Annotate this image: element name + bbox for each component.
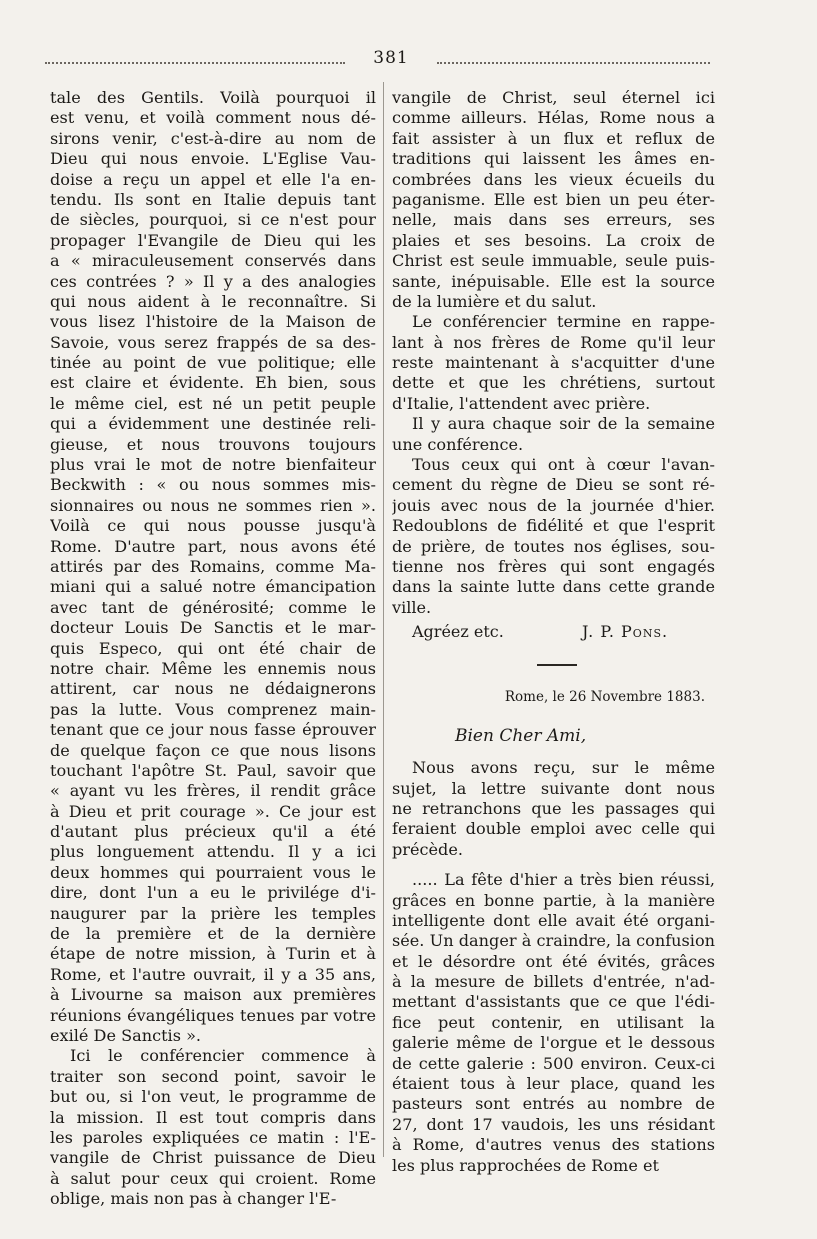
text-line: dette et que les chrétiens, surtout	[392, 373, 715, 393]
text-line: notre chair. Même les ennemis nous	[50, 658, 376, 678]
text-line: ces contrées ? » Il y a des analogies	[50, 271, 376, 291]
text-line: Beckwith : « ou nous sommes mis-	[50, 475, 376, 495]
text-line: doise a reçu un appel et elle l'a en-	[50, 169, 376, 189]
text-line: touchant l'apôtre St. Paul, savoir que	[50, 760, 376, 780]
text-line: étape de notre mission, à Turin et à	[50, 944, 376, 964]
text-line: pasteurs sont entrés au nombre de	[392, 1094, 715, 1114]
text-line: ville.	[392, 597, 432, 617]
text-line: quis Especo, qui ont été chair de	[50, 638, 376, 658]
text-line: Rome, et l'autre ouvrait, il y a 35 ans,	[50, 964, 376, 984]
text-line: lant à nos frères de Rome qu'il leur	[392, 332, 715, 352]
text-line: à la mesure de billets d'entrée, n'ad-	[392, 972, 715, 992]
text-line: exilé De Sanctis ».	[50, 1025, 202, 1045]
text-line: Dieu qui nous envoie. L'Eglise Vau-	[50, 149, 376, 169]
text-line: jouis avec nous de la journée d'hier.	[392, 495, 715, 515]
text-line: 27, dont 17 vaudois, les uns résidant	[392, 1114, 715, 1134]
text-line: tienne nos frères qui sont engagés	[392, 556, 715, 576]
text-line: est venu, et voilà comment nous dé-	[50, 108, 376, 128]
text-line: Le conférencier termine en rappe-	[412, 312, 715, 332]
text-line: « ayant vu les frères, il rendit grâce	[50, 781, 376, 801]
text-line: cement du règne de Dieu se sont ré-	[392, 475, 715, 495]
text-line: combrées dans les vieux écueils du	[392, 169, 715, 189]
text-line: tale des Gentils. Voilà pourquoi il	[50, 88, 376, 107]
header-rule-right	[437, 62, 710, 64]
text-line: d'Italie, l'attendent avec prière.	[392, 393, 651, 413]
text-line: reste maintenant à s'acquitter d'une	[392, 353, 715, 373]
text-line: naugurer par la prière les temples	[50, 903, 376, 923]
text-line: Redoublons de fidélité et que l'esprit	[392, 516, 715, 536]
signature-name: J. P. Pons.	[582, 622, 669, 642]
text-line: gieuse, et nous trouvons toujours	[50, 434, 376, 454]
text-line: Ici le conférencier commence à	[70, 1046, 376, 1066]
text-line: Savoie, vous serez frappés de sa des-	[50, 332, 376, 352]
section-separator	[392, 646, 715, 680]
text-line: à Dieu et prit courage ». Ce jour est	[50, 801, 376, 821]
text-line: Rome. D'autre part, nous avons été	[50, 536, 376, 556]
text-line: a « miraculeusement conservés dans	[50, 251, 376, 271]
text-line: fice peut contenir, en utilisant la	[392, 1012, 715, 1032]
text-line: ..... La fête d'hier a très bien réussi,	[412, 870, 715, 890]
text-line: Tous ceux qui ont à cœur l'avan-	[412, 455, 715, 475]
text-line: attirent, car nous ne dédaignerons	[50, 679, 376, 699]
text-line: plus vrai le mot de notre bienfaiteur	[50, 455, 376, 475]
text-line: les plus rapprochées de Rome et	[392, 1155, 659, 1175]
text-line: ne retranchons que les passages qui	[392, 798, 715, 818]
text-line: la mission. Il est tout compris dans	[50, 1107, 376, 1127]
text-line: comme ailleurs. Hélas, Rome nous a	[392, 108, 715, 128]
text-line: plaies et ses besoins. La croix de	[392, 230, 715, 250]
text-line: but ou, si l'on veut, le programme de	[50, 1087, 376, 1107]
text-line: dire, dont l'un a eu le privilége d'i-	[50, 883, 376, 903]
text-line: oblige, mais non pas à changer l'E-	[50, 1189, 337, 1209]
text-line: tenant que ce jour nous fasse éprouver	[50, 720, 376, 740]
right-column-bottom	[392, 758, 715, 1176]
text-line: tinée au point de vue politique; elle	[50, 353, 376, 373]
text-line: feraient double emploi avec celle qui	[392, 819, 715, 839]
right-column	[392, 88, 715, 1176]
text-line: de siècles, pourquoi, si ce n'est pour	[50, 210, 376, 230]
text-line: est claire et évidente. Eh bien, sous	[50, 373, 376, 393]
text-line: vangile de Christ, seul éternel ici	[392, 88, 715, 107]
text-line: de prière, de toutes nos églises, sou-	[392, 536, 715, 556]
text-line: de cette galerie : 500 environ. Ceux-ci	[392, 1053, 715, 1073]
text-line: pas la lutte. Vous comprenez main-	[50, 699, 376, 719]
text-line: intelligente dont elle avait été organi-	[392, 910, 715, 930]
letter-dateline: Rome, le 26 Novembre 1883.	[504, 689, 705, 706]
header-rule-left	[45, 62, 345, 64]
text-line: traditions qui laissent les âmes en-	[392, 149, 715, 169]
text-line: Nous avons reçu, sur le même	[412, 758, 715, 778]
text-line: Christ est seule immuable, seule puis-	[392, 251, 715, 271]
text-line: deux hommes qui pourraient vous le	[50, 862, 376, 882]
text-line: mettant d'assistants que ce que l'édi-	[392, 992, 715, 1012]
text-line: nelle, mais dans ses erreurs, ses	[392, 210, 715, 230]
text-line: paganisme. Elle est bien un peu éter-	[392, 189, 715, 209]
column-divider	[383, 82, 384, 1157]
signature-greeting: Agréez etc.	[412, 622, 504, 642]
text-line: propager l'Evangile de Dieu qui les	[50, 230, 376, 250]
text-line: qui nous aident à le reconnaître. Si	[50, 291, 376, 311]
text-line: qui a évidemment une destinée reli-	[50, 414, 376, 434]
text-line: dans la sainte lutte dans cette grande	[392, 577, 715, 597]
text-line: sirons venir, c'est-à-dire au nom de	[50, 128, 376, 148]
text-line: galerie même de l'orgue et le dessous	[392, 1033, 715, 1053]
text-line: tendu. Ils sont en Italie depuis tant	[50, 189, 376, 209]
letter-salutation: Bien Cher Ami,	[455, 726, 587, 747]
text-line: réunions évangéliques tenues par votre	[50, 1005, 376, 1025]
text-line: d'autant plus précieux qu'il a été	[50, 822, 376, 842]
right-column-top	[392, 88, 715, 618]
text-line: traiter son second point, savoir le	[50, 1066, 376, 1086]
text-line: de la première et de la dernière	[50, 924, 376, 944]
text-line: de la lumière et du salut.	[392, 291, 597, 311]
left-column	[50, 88, 376, 1209]
text-line: précède.	[392, 839, 463, 859]
text-line: sionnaires ou nous ne sommes rien ».	[50, 495, 376, 515]
text-line: sée. Un danger à craindre, la confusion	[392, 931, 715, 951]
text-line: le même ciel, est né un petit peuple	[50, 393, 376, 413]
text-line: à salut pour ceux qui croient. Rome	[50, 1168, 376, 1188]
text-line: fait assister à un flux et reflux de	[392, 128, 715, 148]
text-line: attirés par des Romains, comme Ma-	[50, 556, 376, 576]
text-line: de quelque façon ce que nous lisons	[50, 740, 376, 760]
text-line: sujet, la lettre suivante dont nous	[392, 778, 715, 798]
text-line: miani qui a salué notre émancipation	[50, 577, 376, 597]
text-line: une conférence.	[392, 434, 524, 454]
text-line: vangile de Christ puissance de Dieu	[50, 1148, 376, 1168]
text-line: sante, inépuisable. Elle est la source	[392, 271, 715, 291]
text-line: avec tant de générosité; comme le	[50, 597, 376, 617]
text-line: les paroles expliquées ce matin : l'E-	[50, 1127, 376, 1147]
text-line: Il y aura chaque soir de la semaine	[412, 414, 715, 434]
page-number: 381	[373, 48, 409, 68]
text-line: plus longuement attendu. Il y a ici	[50, 842, 376, 862]
text-line: Voilà ce qui nous pousse jusqu'à	[50, 516, 376, 536]
text-line: à Rome, d'autres venus des stations	[392, 1135, 715, 1155]
page-header	[45, 44, 710, 74]
text-line: et le désordre ont été évités, grâces	[392, 951, 715, 971]
signature	[392, 618, 715, 646]
text-line: docteur Louis De Sanctis et le mar-	[50, 618, 376, 638]
text-line: étaient tous à leur place, quand les	[392, 1074, 715, 1094]
text-line: vous lisez l'histoire de la Maison de	[50, 312, 376, 332]
text-line: grâces en bonne partie, à la manière	[392, 890, 715, 910]
text-line: à Livourne sa maison aux premières	[50, 985, 376, 1005]
